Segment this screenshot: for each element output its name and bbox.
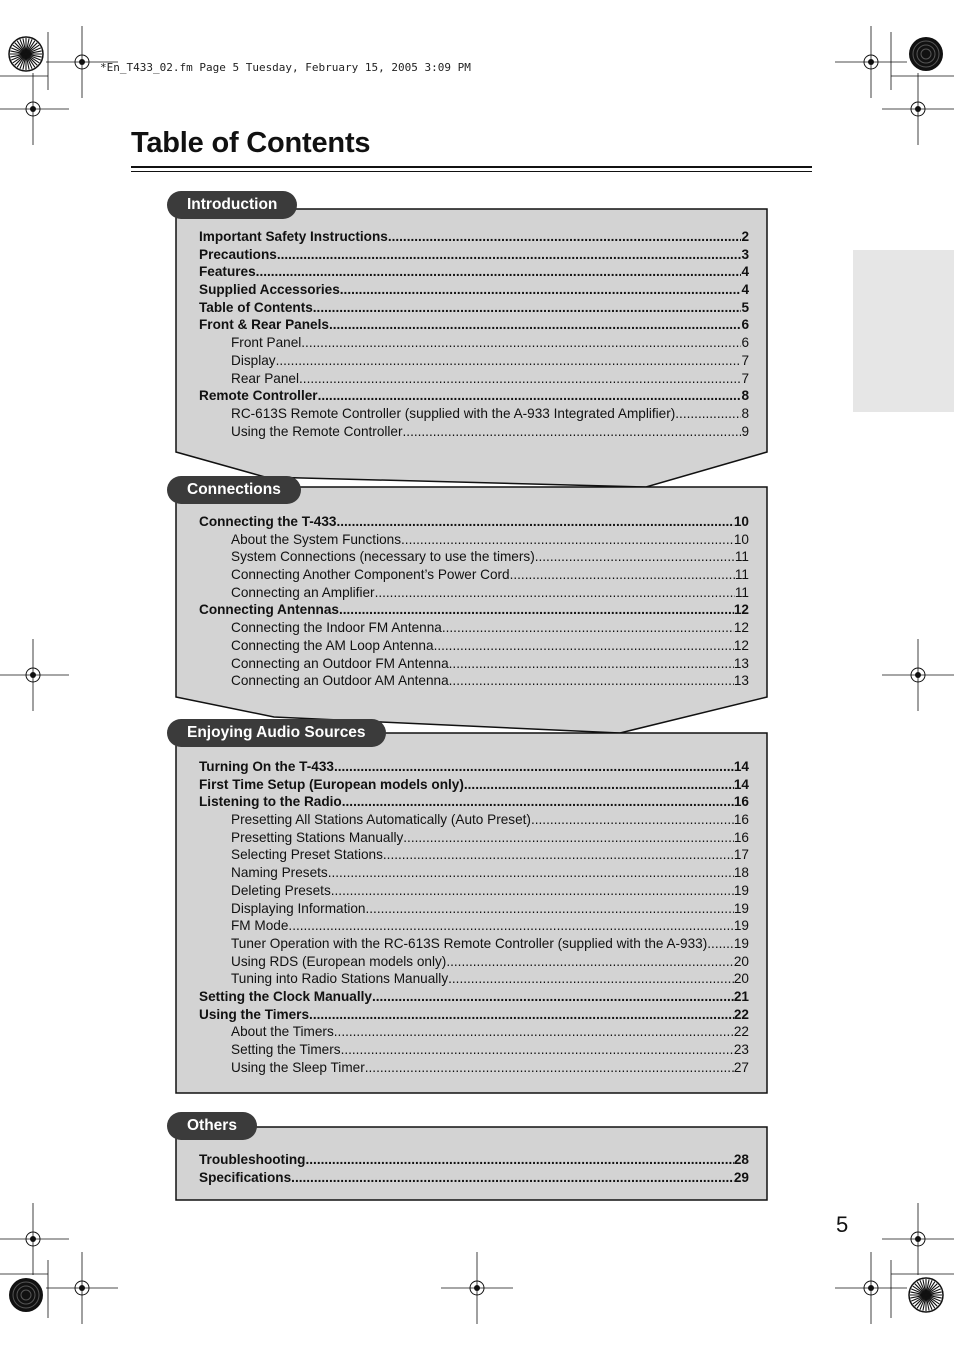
toc-entry — [199, 1059, 749, 1077]
toc-entry-page: 19 — [733, 882, 749, 898]
toc-entry-label: System Connections (necessary to use the timers) — [231, 549, 535, 565]
toc-entry-label: Supplied Accessories — [199, 282, 340, 298]
toc-leader-dots — [403, 423, 742, 441]
toc-leader-dots — [339, 601, 734, 619]
toc-leader-dots — [340, 281, 742, 299]
toc-leader-dots — [531, 811, 734, 829]
toc-entry-label: Front Panel — [231, 335, 302, 351]
toc-leader-dots — [336, 513, 733, 531]
toc-entry-label: Using the Timers — [199, 1006, 310, 1022]
page-number: 5 — [836, 1212, 849, 1237]
toc-entry — [199, 531, 749, 549]
toc-entry-label: Setting the Timers — [231, 1042, 341, 1057]
print-header: *En_T433_02.fm Page 5 Tuesday, February 15, 2005 3:09 PM — [100, 61, 471, 74]
toc-entry-label: Selecting Preset Stations — [231, 847, 383, 863]
toc-entry-label: Deleting Presets — [231, 882, 331, 898]
toc-entry-label: Important Safety Instructions — [199, 229, 388, 244]
toc-entry-page: 7 — [741, 370, 749, 386]
toc-entry-page: 13 — [733, 673, 749, 689]
page-title: Table of Contents — [131, 127, 371, 159]
toc-entry-page: 2 — [741, 229, 749, 244]
toc-leader-dots — [334, 1023, 734, 1041]
toc-entry-page: 18 — [733, 865, 749, 881]
toc-leader-dots — [299, 370, 741, 388]
toc-entry — [199, 619, 749, 637]
toc-leader-dots — [446, 953, 734, 971]
toc-entry-label: First Time Setup (European models only) — [199, 776, 464, 792]
toc-entry-page: 12 — [733, 602, 749, 618]
toc-leader-dots — [313, 299, 742, 317]
toc-entry — [199, 846, 749, 864]
toc-entry — [199, 584, 749, 602]
toc-leader-dots — [535, 548, 735, 566]
toc-entry-label: Presetting All Stations Automatically (Auto Preset) — [231, 812, 531, 828]
toc-entry-page: 8 — [741, 388, 749, 404]
side-tab — [853, 250, 954, 412]
toc-entry-label: Connecting the Indoor FM Antenna — [231, 620, 442, 636]
toc-leader-dots — [318, 387, 742, 405]
toc-entry-page: 19 — [733, 918, 749, 934]
toc-entry-label: Connecting an Amplifier — [231, 584, 375, 600]
toc-entry-page: 4 — [741, 264, 749, 280]
toc-entry — [199, 405, 749, 423]
toc-entry-label: Presetting Stations Manually — [231, 829, 404, 845]
toc-entry — [199, 953, 749, 971]
toc-entry — [199, 1006, 749, 1024]
toc-entry-page: 14 — [733, 776, 749, 792]
toc-entry-label: Turning On the T-433 — [199, 759, 334, 774]
toc-entry-page: 13 — [733, 655, 749, 671]
toc-entry-label: Connecting the AM Loop Antenna — [231, 637, 434, 653]
toc-leader-dots — [305, 1151, 733, 1169]
toc-entry-page: 7 — [741, 352, 749, 368]
toc-entry-label: Connecting Antennas — [199, 602, 339, 618]
toc-list-introduction — [199, 228, 749, 440]
toc-leader-dots — [288, 917, 733, 935]
toc-entry-label: Connecting the T-433 — [199, 514, 337, 529]
toc-leader-dots — [256, 263, 742, 281]
toc-leader-dots — [277, 246, 742, 264]
toc-leader-dots — [675, 405, 741, 423]
toc-entry-label: Displaying Information — [231, 900, 366, 916]
toc-entry — [199, 672, 749, 690]
toc-entry-page: 12 — [733, 637, 749, 653]
toc-entry-label: Connecting Another Component’s Power Cord — [231, 567, 510, 583]
toc-entry-page: 23 — [733, 1042, 749, 1057]
toc-entry — [199, 811, 749, 829]
toc-leader-dots — [301, 334, 741, 352]
toc-entry-label: Remote Controller — [199, 388, 318, 404]
toc-entry-label: Using the Sleep Timer — [231, 1059, 365, 1075]
toc-entry — [199, 882, 749, 900]
toc-leader-dots — [342, 793, 734, 811]
toc-entry — [199, 1041, 749, 1059]
toc-entry — [199, 1023, 749, 1041]
toc-leader-dots — [464, 776, 734, 794]
toc-entry-label: Precautions — [199, 246, 277, 262]
toc-entry-page: 11 — [734, 549, 749, 565]
toc-list-connections — [199, 513, 749, 690]
toc-entry-page: 20 — [733, 971, 749, 987]
toc-leader-dots — [401, 531, 734, 549]
toc-leader-dots — [449, 655, 734, 673]
toc-entry-page: 19 — [733, 900, 749, 916]
toc-entry — [199, 228, 749, 246]
toc-entry — [199, 513, 749, 531]
toc-entry-page: 6 — [741, 335, 749, 351]
toc-entry-page: 20 — [733, 953, 749, 969]
toc-leader-dots — [403, 829, 734, 847]
toc-leader-dots — [448, 970, 734, 988]
toc-entry — [199, 299, 749, 317]
toc-leader-dots — [331, 882, 734, 900]
toc-entry-label: About the Timers — [231, 1024, 334, 1040]
toc-entry-page: 10 — [733, 531, 749, 547]
toc-entry-page: 22 — [733, 1024, 749, 1040]
toc-leader-dots — [365, 1059, 734, 1077]
toc-entry-page: 9 — [741, 423, 749, 439]
toc-entry-label: Using RDS (European models only) — [231, 953, 447, 969]
toc-entry-page: 11 — [734, 584, 749, 600]
toc-entry-label: Listening to the Radio — [199, 794, 342, 810]
title-rule — [131, 166, 812, 168]
toc-entry-page: 11 — [734, 567, 749, 583]
toc-list-others — [199, 1151, 749, 1186]
toc-entry — [199, 601, 749, 619]
section-header-enjoying-audio-sources: Enjoying Audio Sources — [167, 719, 386, 747]
toc-entry — [199, 334, 749, 352]
toc-entry — [199, 370, 749, 388]
toc-entry — [199, 776, 749, 794]
toc-leader-dots — [383, 846, 734, 864]
toc-entry-label: Table of Contents — [199, 299, 313, 315]
toc-entry-page: 17 — [733, 847, 749, 863]
section-header-introduction: Introduction — [167, 191, 297, 219]
toc-entry-label: Connecting an Outdoor AM Antenna — [231, 673, 449, 689]
toc-leader-dots — [276, 352, 742, 370]
toc-entry — [199, 316, 749, 334]
toc-entry-label: Connecting an Outdoor FM Antenna — [231, 655, 449, 671]
toc-leader-dots — [329, 316, 742, 334]
toc-entry — [199, 864, 749, 882]
toc-entry — [199, 935, 749, 953]
toc-entry-label: Front & Rear Panels — [199, 317, 329, 333]
toc-leader-dots — [309, 1006, 734, 1024]
toc-entry-page: 6 — [741, 317, 749, 333]
toc-entry — [199, 281, 749, 299]
title-rule-thin — [131, 171, 812, 172]
toc-entry-page: 16 — [733, 812, 749, 828]
toc-entry — [199, 263, 749, 281]
toc-entry-label: Naming Presets — [231, 865, 328, 881]
toc-entry — [199, 917, 749, 935]
toc-entry-page: 8 — [741, 405, 749, 421]
toc-leader-dots — [366, 900, 734, 918]
toc-entry-label: Display — [231, 352, 276, 368]
section-header-connections: Connections — [167, 476, 301, 504]
toc-entry-label: Specifications — [199, 1169, 292, 1185]
toc-entry-page: 5 — [741, 299, 749, 315]
toc-entry-label: Setting the Clock Manually — [199, 988, 372, 1004]
toc-entry-page: 22 — [733, 1006, 749, 1022]
toc-entry — [199, 970, 749, 988]
toc-entry-label: Tuning into Radio Stations Manually — [231, 971, 449, 987]
toc-entry — [199, 1151, 749, 1169]
toc-entry — [199, 423, 749, 441]
toc-entry — [199, 1169, 749, 1187]
toc-entry — [199, 758, 749, 776]
toc-entry-label: About the System Functions — [231, 531, 402, 547]
toc-entry — [199, 246, 749, 264]
toc-entry-page: 27 — [733, 1059, 749, 1075]
toc-leader-dots — [341, 1041, 734, 1059]
toc-entry — [199, 637, 749, 655]
toc-leader-dots — [334, 758, 734, 776]
toc-entry-label: Using the Remote Controller — [231, 423, 403, 439]
toc-leader-dots — [388, 228, 742, 246]
toc-leader-dots — [328, 864, 734, 882]
toc-leader-dots — [434, 637, 734, 655]
toc-leader-dots — [510, 566, 735, 584]
toc-entry-page: 19 — [733, 935, 749, 951]
toc-leader-dots — [442, 619, 734, 637]
toc-entry — [199, 900, 749, 918]
toc-entry-label: Features — [199, 264, 256, 280]
toc-entry-page: 16 — [733, 829, 749, 845]
toc-leader-dots — [707, 935, 734, 953]
toc-entry-page: 12 — [733, 620, 749, 636]
toc-entry-label: Tuner Operation with the RC-613S Remote Controller (supplied with the A-933) — [231, 935, 708, 951]
toc-entry — [199, 352, 749, 370]
toc-entry — [199, 655, 749, 673]
toc-entry-page: 14 — [733, 759, 749, 774]
toc-leader-dots — [291, 1169, 734, 1187]
toc-entry-label: Rear Panel — [231, 370, 300, 386]
toc-entry-page: 16 — [733, 794, 749, 810]
toc-entry-label: Troubleshooting — [199, 1152, 306, 1167]
toc-entry — [199, 793, 749, 811]
section-header-others: Others — [167, 1112, 257, 1140]
toc-entry-label: RC-613S Remote Controller (supplied with the A-933 Integrated Amplifier) — [231, 405, 676, 421]
toc-leader-dots — [375, 584, 735, 602]
toc-leader-dots — [372, 988, 734, 1006]
toc-list-enjoying-audio-sources — [199, 758, 749, 1076]
toc-entry — [199, 988, 749, 1006]
toc-entry-page: 4 — [741, 282, 749, 298]
toc-entry — [199, 829, 749, 847]
toc-entry-page: 10 — [733, 514, 749, 529]
toc-entry — [199, 387, 749, 405]
toc-entry-page: 3 — [741, 246, 749, 262]
toc-entry-page: 21 — [733, 988, 749, 1004]
toc-entry — [199, 548, 749, 566]
toc-entry-page: 29 — [733, 1169, 749, 1185]
toc-entry-label: FM Mode — [231, 918, 289, 934]
toc-leader-dots — [449, 672, 734, 690]
toc-entry — [199, 566, 749, 584]
toc-entry-page: 28 — [733, 1152, 749, 1167]
